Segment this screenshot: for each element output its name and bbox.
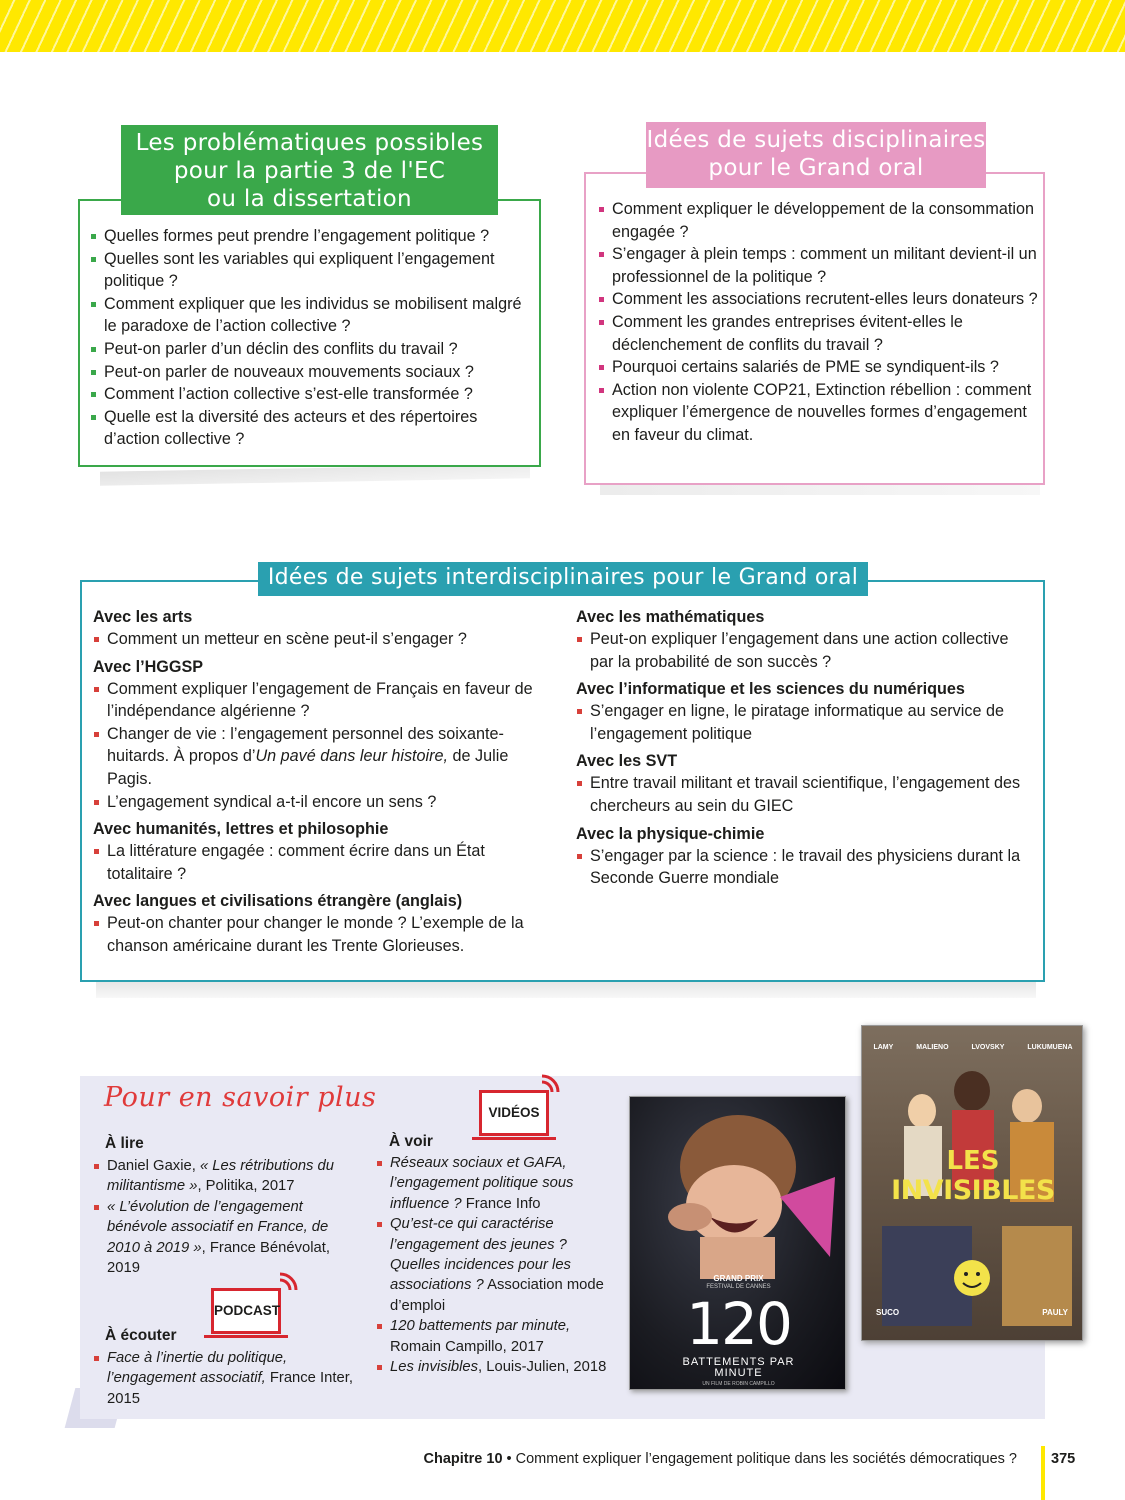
actor-name: LVOVSKY [971,1044,1005,1051]
movie-poster-120-bpm [629,1096,846,1390]
poster-number: 120 [686,1290,791,1358]
poster-title-1: LES [946,1146,1000,1176]
item-title: « Les rétributions du militantisme » [107,1158,335,1195]
list-item: Comment les grandes entreprises évitent-elles le déclenchement de conflits du travail ? [598,311,1038,356]
problematiques-box [78,199,541,467]
list-item: Quelles sont les variables qui expliquent l’engagement politique ? [90,248,530,293]
list-item: La littérature engagée : comment écrire dans un État totalitaire ? [93,840,543,885]
section-heading: Avec les SVT [576,752,678,771]
poster-credit-right: PAULY [1042,1308,1068,1317]
section-heading: Avec les arts [93,608,193,626]
list-item: L’engagement syndical a-t-il encore un sens ? [93,791,543,814]
section-heading: Avec l’HGGSP [93,657,204,676]
list-item: Comment l’action collective s’est-elle transformée ? [90,383,530,406]
item-source: , Politika, 2017 [197,1178,295,1195]
green-box-shadow [100,464,530,486]
item-title: Face à l’inertie du politique, l’engagement associatif, [107,1350,288,1387]
pour-en-savoir-plus-title: Pour en savoir plus [104,1082,377,1113]
title-line: pour le Grand oral [708,155,924,181]
title-line: Les problématiques possibles [135,130,484,156]
page-number-bar [1041,1446,1045,1500]
item-title: 120 battements par minute, [390,1318,571,1335]
videos-label: VIDÉOS [479,1090,549,1136]
list-item: Peut-on chanter pour changer le monde ? L’exemple de la chanson américaine durant les Trente Glorieuses. [93,912,543,957]
podcast-label: PODCAST [211,1288,281,1334]
list-item: S’engager à plein temps : comment un militant devient-il un professionnel de la politique ? [598,243,1038,288]
list-item [94,1156,334,1197]
section-heading: Avec les mathématiques [576,608,765,626]
title-line: ou la dissertation [207,186,412,212]
a-lire-list [94,1156,334,1278]
list-item: Comment expliquer le développement de la consommation engagée ? [598,198,1038,243]
section-heading: Avec humanités, lettres et philosophie [93,820,389,839]
sujets-disciplinaires-list [598,198,1038,447]
list-item: Peut-on parler d’un déclin des conflits du travail ? [90,338,530,361]
item-title: « L’évolution de l’engagement bénévole associatif en France, de 2010 à 2019 » [107,1198,329,1256]
item-source: , Louis-Julien, 2018 [478,1359,607,1376]
chapter-title: • Comment expliquer l’engagement politique dans les sociétés démocratiques ? [502,1451,1017,1467]
a-lire-heading: À lire [105,1135,144,1152]
list-item [377,1153,617,1214]
screen-stand [204,1335,288,1338]
sujets-disciplinaires-title [646,122,986,188]
screen-stand [472,1137,556,1140]
poster-title-2: INVISIBLES [891,1175,1055,1206]
teal-box-shadow [96,982,1036,998]
page-footer [424,1451,1017,1467]
actor-name: LUKUMUENA [1027,1044,1073,1051]
item-text: de Julie Pagis. [107,747,509,788]
list-item: Comment expliquer que les individus se mobilisent malgré le paradoxe de l’action collective ? [90,293,530,338]
list-item: S’engager en ligne, le piratage informatique au service de l’engagement politique [576,700,1036,745]
top-decorative-band [0,0,1125,52]
item-source: Romain Campillo, 2017 [390,1338,544,1355]
pink-box-shadow [600,485,1040,495]
list-item [94,1197,334,1279]
left-column [93,606,543,958]
item-author: Daniel Gaxie, [107,1158,200,1174]
poster-festival: FESTIVAL DE CANNES [706,1284,771,1290]
a-voir-list [377,1153,617,1377]
title-line: Idées de sujets disciplinaires [646,127,986,153]
list-item: Quelle est la diversité des acteurs et des répertoires d’action collective ? [90,406,530,451]
list-item [94,1348,354,1409]
poster-credit: UN FILM DE ROBIN CAMPILLO [702,1381,775,1387]
list-item: Action non violente COP21, Extinction rébellion : comment expliquer l’émergence de nouvelles formes d’engagement en faveur du climat. [598,379,1038,447]
item-title: Les invisibles [390,1359,479,1376]
page-number: 375 [1051,1451,1076,1467]
item-source: France Inter, 2015 [107,1370,353,1407]
list-item [377,1214,617,1316]
a-ecouter-heading: À écouter [105,1327,177,1344]
list-item: Entre travail militant et travail scientifique, l’engagement des chercheurs au sein du GIEC [576,772,1036,817]
list-item: Comment les associations recrutent-elles leurs donateurs ? [598,288,1038,311]
item-source: France Info [461,1195,541,1212]
poster-award: GRAND PRIX [713,1274,764,1283]
a-voir-heading: À voir [389,1133,433,1150]
chapter-label: Chapitre 10 [423,1451,503,1467]
sujets-interdisciplinaires-box [80,580,1045,982]
list-item: Comment expliquer l’engagement de Français en faveur de l’indépendance algérienne ? [93,678,543,723]
actor-name: LAMY [873,1044,894,1051]
list-item: Peut-on parler de nouveaux mouvements sociaux ? [90,361,530,384]
list-item [93,723,543,791]
movie-poster-les-invisibles [861,1025,1083,1341]
list-item [377,1316,617,1357]
item-source: , France Bénévolat, 2019 [107,1239,330,1277]
book-title: Un pavé dans leur histoire, [255,747,449,766]
problematiques-title [121,125,498,215]
item-title: Réseaux sociaux et GAFA, l’engagement politique sous influence ? [390,1155,574,1212]
section-heading: Avec langues et civilisations étrangère (anglais) [93,892,463,911]
list-item [377,1357,617,1377]
problematiques-list [90,225,530,451]
actor-name: MALIENO [916,1044,949,1051]
sujets-interdisciplinaires-title: Idées de sujets interdisciplinaires pour le Grand oral [258,562,868,596]
list-item: Pourquoi certains salariés de PME se syndiquent-ils ? [598,356,1038,379]
item-text: Changer de vie : l’engagement personnel des soixante-huitards. À propos d’ [107,724,504,766]
title-line: pour la partie 3 de l'EC [173,158,446,184]
poster-subtitle: BATTEMENTS PAR MINUTE [682,1356,795,1379]
section-heading: Avec la physique-chimie [576,824,765,843]
right-column [576,606,1036,890]
item-title: Qu’est-ce qui caractérise l’engagement des jeunes ? Quelles incidences pour les associations ? [390,1216,571,1294]
list-item: S’engager par la science : le travail des physiciens durant la Seconde Guerre mondiale [576,845,1036,890]
item-source: Association mode d’emploi [390,1277,604,1314]
poster-credit-left: SUCO [876,1308,900,1317]
list-item: Comment un metteur en scène peut-il s’engager ? [93,628,543,651]
a-ecouter-list [94,1348,354,1409]
list-item: Quelles formes peut prendre l’engagement politique ? [90,225,530,248]
section-heading: Avec l’informatique et les sciences du numériques [576,680,965,699]
list-item: Peut-on expliquer l’engagement dans une action collective par la probabilité de son succès ? [576,628,1036,673]
sujets-disciplinaires-box [584,172,1045,485]
